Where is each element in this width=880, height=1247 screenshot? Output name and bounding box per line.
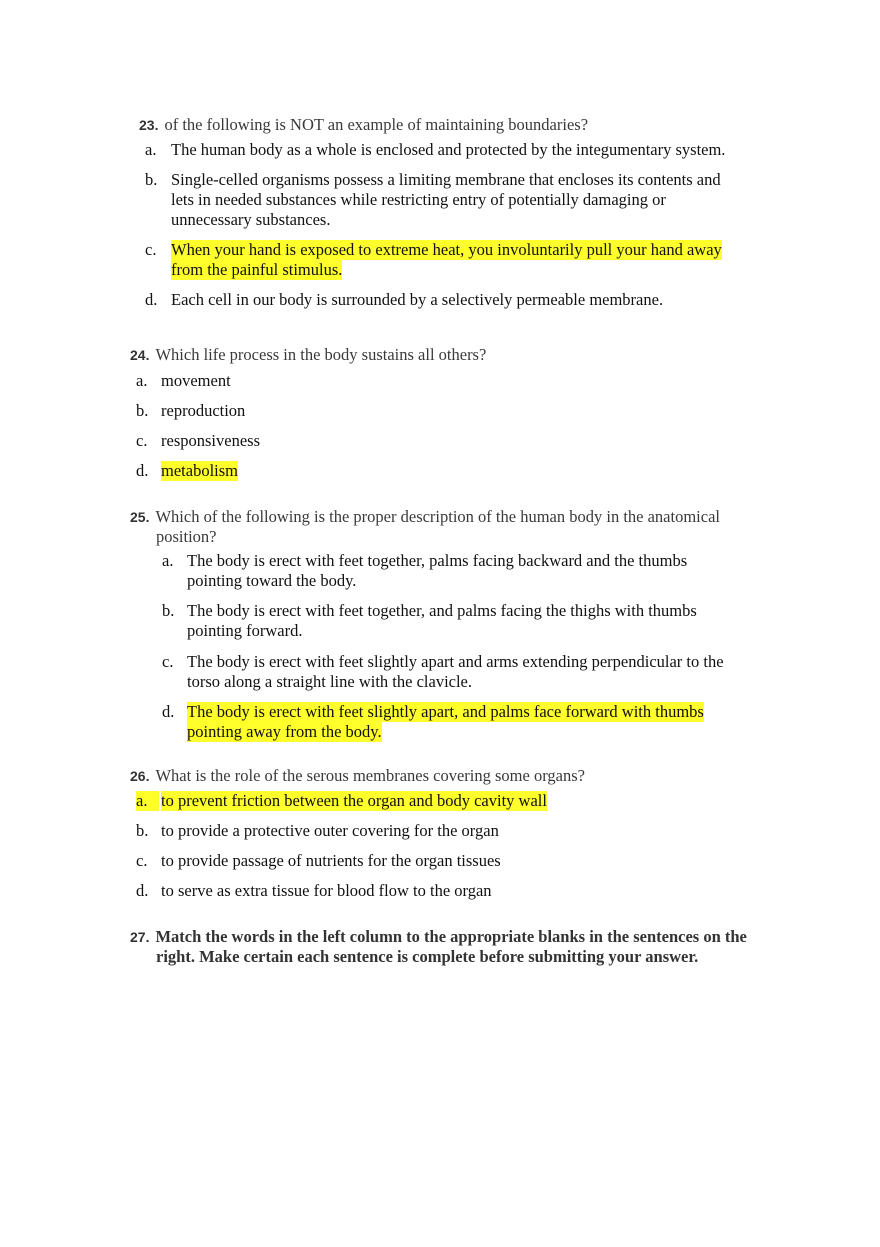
question-text: of the following is NOT an example of maintaining boundaries? (164, 115, 589, 134)
question-text: What is the role of the serous membranes covering some organs? (155, 766, 585, 785)
option-text: The body is erect with feet together, palms facing backward and the thumbs (187, 551, 688, 570)
option-letter: d. (136, 881, 149, 900)
question-27-prompt-continued: right. Make certain each sentence is complete before submitting your answer. (156, 947, 699, 966)
option-letter: a. (145, 140, 157, 159)
option-text: pointing forward. (187, 621, 303, 640)
option-letter: a. (162, 551, 174, 570)
option-text: torso along a straight line with the clavicle. (187, 672, 473, 691)
option-text-highlighted: to prevent friction between the organ and body cavity wall (161, 791, 547, 810)
question-25-prompt-continued: position? (156, 527, 217, 546)
option-text: The body is erect with feet together, and palms facing the thighs with thumbs (187, 601, 697, 620)
option-letter: b. (145, 170, 158, 189)
option-letter: c. (145, 240, 157, 259)
question-number: 26. (130, 768, 150, 784)
option-letter: a. (136, 371, 148, 390)
option-text: movement (161, 371, 231, 390)
option-text-highlighted: The body is erect with feet slightly apart, and palms face forward with thumbs (187, 702, 704, 721)
option-text: to serve as extra tissue for blood flow to the organ (161, 881, 492, 900)
question-27-prompt (130, 927, 747, 947)
option-letter: a. (136, 791, 159, 811)
option-text: to provide passage of nutrients for the organ tissues (161, 851, 501, 870)
question-24-prompt (130, 345, 486, 365)
question-text: Match the words in the left column to the appropriate blanks in the sentences on the (155, 927, 747, 946)
option-letter: d. (136, 461, 149, 480)
question-25-prompt (130, 507, 720, 527)
option-letter: c. (136, 431, 148, 450)
option-text: responsiveness (161, 431, 260, 450)
option-letter: d. (162, 702, 175, 721)
option-letter: c. (162, 652, 174, 671)
question-text: Which life process in the body sustains all others? (155, 345, 487, 364)
option-text-highlighted: from the painful stimulus. (171, 260, 343, 279)
option-text: The body is erect with feet slightly apart and arms extending perpendicular to the (187, 652, 724, 671)
option-text: unnecessary substances. (171, 210, 331, 229)
option-text: Single-celled organisms possess a limiting membrane that encloses its contents and (171, 170, 721, 189)
option-text: lets in needed substances while restricting entry of potentially damaging or (171, 190, 666, 209)
option-text: pointing toward the body. (187, 571, 357, 590)
option-text-highlighted: pointing away from the body. (187, 722, 382, 741)
option-letter: b. (136, 401, 149, 420)
question-number: 23. (139, 117, 159, 133)
option-letter: d. (145, 290, 158, 309)
question-number: 24. (130, 347, 150, 363)
question-text: Which of the following is the proper description of the human body in the anatomical (155, 507, 720, 526)
option-text-highlighted: metabolism (161, 461, 238, 480)
question-number: 25. (130, 509, 150, 525)
question-number: 27. (130, 929, 150, 945)
option-text: The human body as a whole is enclosed and protected by the integumentary system. (171, 140, 726, 159)
option-text: Each cell in our body is surrounded by a selectively permeable membrane. (171, 290, 664, 309)
option-letter: b. (136, 821, 149, 840)
question-23-prompt (139, 115, 588, 135)
question-26-prompt (130, 766, 585, 786)
option-text: reproduction (161, 401, 246, 420)
option-text-highlighted: When your hand is exposed to extreme heat, you involuntarily pull your hand away (171, 240, 722, 259)
option-letter: b. (162, 601, 175, 620)
option-text: to provide a protective outer covering for the organ (161, 821, 499, 840)
option-letter: c. (136, 851, 148, 870)
